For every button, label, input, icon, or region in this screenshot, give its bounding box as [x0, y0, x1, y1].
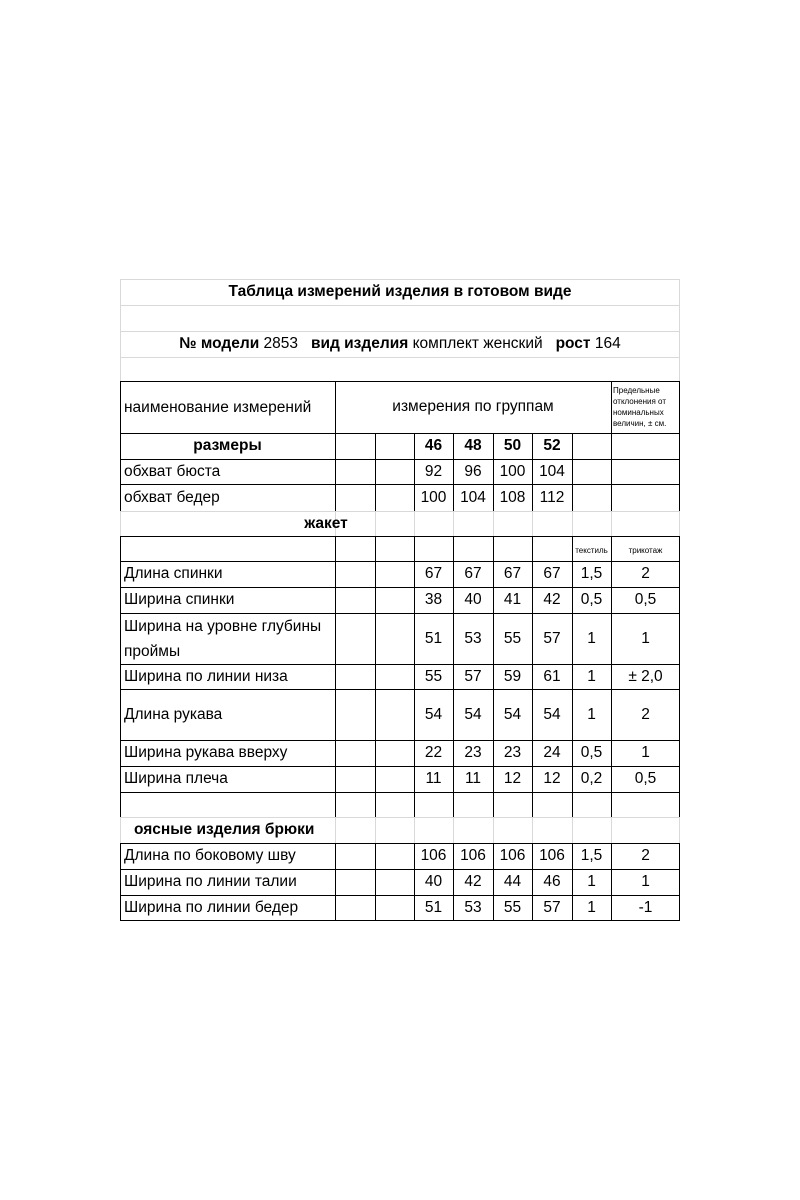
- table-row-name: обхват бедер: [124, 488, 220, 506]
- table-row-value: 96: [464, 462, 482, 480]
- size-48: 48: [464, 437, 482, 455]
- tolerance-knit-value: 1: [641, 744, 650, 762]
- table-row-value: 12: [503, 770, 522, 788]
- tolerance-knit-value: ± 2,0: [628, 667, 663, 685]
- table-row-name: обхват бюста: [124, 462, 221, 480]
- tolerance-textile-value: 1: [587, 873, 596, 891]
- table-row-value: 55: [424, 667, 443, 685]
- table-row-value: 23: [464, 744, 482, 762]
- table-row-value: 41: [503, 591, 522, 609]
- tolerance-textile-value: 0,5: [580, 591, 603, 609]
- header-measurement-groups: измерения по группам: [392, 398, 554, 416]
- table-row-name: Ширина по линии бедер: [124, 899, 299, 917]
- table-row-name: Длина по боковому шву: [124, 847, 296, 865]
- measurement-table: [120, 279, 680, 921]
- sizes-label: размеры: [193, 437, 262, 455]
- model-number-value: 2853: [263, 335, 299, 353]
- table-row-value: 106: [460, 847, 486, 865]
- tolerance-knit-label: трикотаж: [628, 545, 663, 555]
- table-row-value: 24: [543, 744, 561, 762]
- table-row-value: 55: [503, 629, 522, 647]
- table-row-value: 11: [425, 770, 442, 788]
- table-row-value: 67: [543, 565, 561, 583]
- pants-section-label: оясные изделия брюки: [134, 821, 315, 839]
- table-row-value: 104: [539, 462, 565, 480]
- table-row-value: 22: [424, 744, 443, 762]
- table-row-name: Ширина по линии талии: [124, 873, 297, 891]
- table-row-value: 42: [543, 591, 561, 609]
- table-row-name: Длина рукава: [124, 705, 223, 723]
- table-title: Таблица измерений изделия в готовом виде: [228, 283, 572, 301]
- table-row-value: 12: [543, 770, 561, 788]
- table-row-value: 54: [503, 705, 522, 723]
- table-row-value: 61: [543, 667, 561, 685]
- tolerance-textile-value: 0,2: [580, 770, 603, 788]
- tolerance-knit-value: 1: [641, 629, 650, 647]
- tolerance-knit-value: 2: [641, 847, 650, 865]
- tolerance-textile-value: 1: [587, 705, 596, 723]
- tolerance-textile-value: 0,5: [580, 744, 603, 762]
- table-row-value: 57: [543, 629, 561, 647]
- table-row-value: 44: [503, 873, 522, 891]
- table-row-name: Ширина рукава вверху: [124, 744, 288, 762]
- table-row-value: 46: [543, 873, 561, 891]
- product-type-value: комплект женский: [412, 335, 543, 353]
- table-row-value: 54: [543, 705, 561, 723]
- tolerance-knit-value: 2: [641, 565, 650, 583]
- table-row-value: 67: [503, 565, 522, 583]
- table-row-value: 55: [503, 899, 522, 917]
- table-row-name: Ширина по линии низа: [124, 667, 288, 685]
- header-measurement-name: наименование измерений: [124, 398, 312, 416]
- tolerance-knit-value: 0,5: [634, 591, 657, 609]
- size-52: 52: [543, 437, 561, 455]
- table-row-value: 106: [499, 847, 526, 865]
- tolerance-textile-value: 1: [587, 667, 596, 685]
- table-row-value: 40: [424, 873, 443, 891]
- table-row-value: 106: [539, 847, 565, 865]
- tolerance-textile-value: 1,5: [580, 565, 603, 583]
- tolerance-textile-label: текстиль: [575, 545, 608, 555]
- table-row-value: 67: [424, 565, 443, 583]
- size-50: 50: [503, 437, 522, 455]
- table-row-value: 59: [503, 667, 522, 685]
- table-row-name: Ширина на уровне глубины проймы: [124, 617, 322, 660]
- table-row-value: 53: [464, 899, 482, 917]
- table-row-value: 53: [464, 629, 482, 647]
- table-row-value: 40: [464, 591, 482, 609]
- table-row-value: 112: [539, 488, 565, 506]
- tolerance-textile-value: 1: [587, 629, 596, 647]
- table-row-value: 42: [464, 873, 482, 891]
- height-label: рост: [555, 335, 591, 353]
- table-row-value: 51: [424, 629, 443, 647]
- table-row-value: 108: [499, 488, 526, 506]
- size-46: 46: [424, 437, 443, 455]
- product-type-label: вид изделия: [310, 335, 409, 353]
- height-value: 164: [594, 335, 621, 353]
- table-row-value: 92: [424, 462, 443, 480]
- header-tolerance: Предельные отклонения от номинальных величин, ± см.: [613, 386, 667, 428]
- tolerance-knit-value: 2: [641, 705, 650, 723]
- table-row-value: 54: [464, 705, 482, 723]
- model-info-line: [120, 331, 680, 357]
- model-number-label: № модели: [179, 335, 260, 353]
- tolerance-knit-value: -1: [638, 899, 653, 917]
- jacket-section-label: жакет: [304, 514, 348, 532]
- table-row-name: Длина спинки: [124, 565, 223, 583]
- table-row-value: 104: [460, 488, 486, 506]
- table-row-value: 100: [420, 488, 447, 506]
- table-row-value: 106: [420, 847, 447, 865]
- table-row-value: 57: [464, 667, 482, 685]
- tolerance-knit-value: 0,5: [634, 770, 657, 788]
- table-row-value: 100: [499, 462, 526, 480]
- table-row-value: 54: [424, 705, 443, 723]
- table-row-value: 57: [543, 899, 561, 917]
- table-row-name: Ширина спинки: [124, 591, 235, 609]
- table-row-value: 51: [424, 899, 443, 917]
- table-row-value: 67: [464, 565, 482, 583]
- table-row-name: Ширина плеча: [124, 770, 228, 788]
- tolerance-textile-value: 1,5: [580, 847, 603, 865]
- table-row-value: 11: [464, 770, 482, 788]
- tolerance-textile-value: 1: [587, 899, 596, 917]
- table-row-value: 38: [424, 591, 443, 609]
- tolerance-knit-value: 1: [641, 873, 650, 891]
- table-row-value: 23: [503, 744, 522, 762]
